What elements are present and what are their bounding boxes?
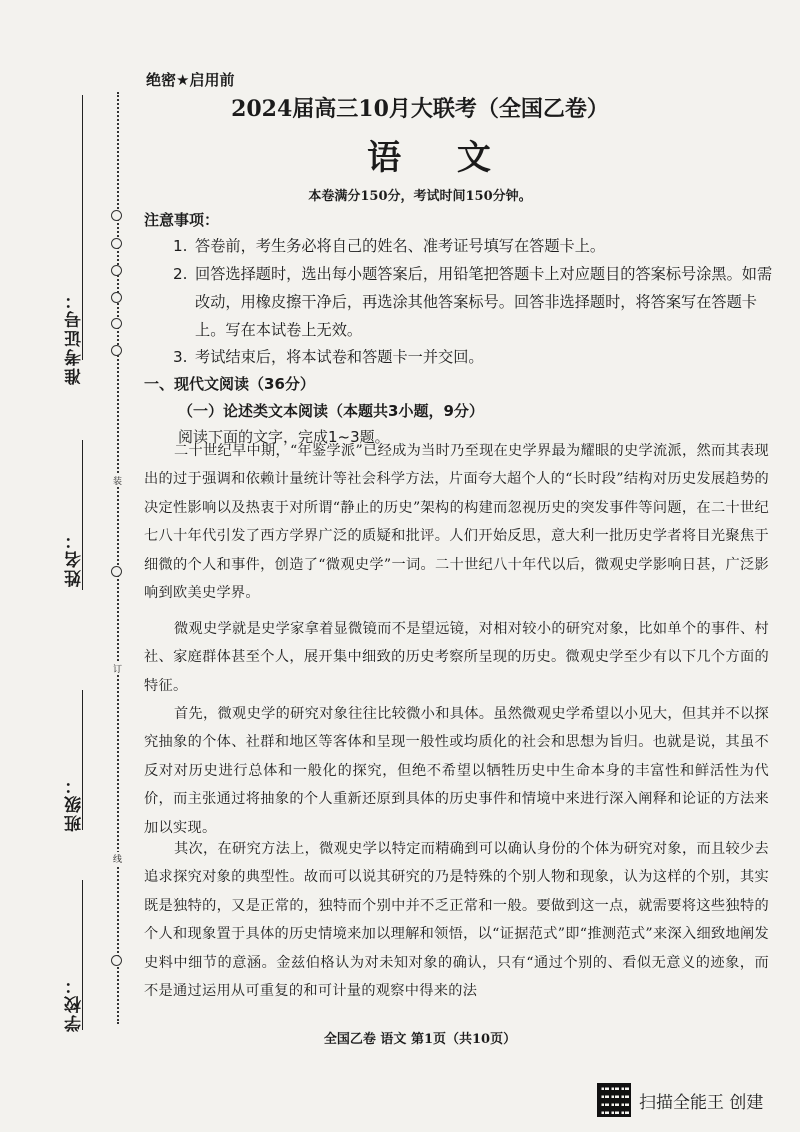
field-class: 班级： [64, 775, 85, 832]
binding-mark-xian: 线 [113, 852, 122, 865]
exam-number-line[interactable] [82, 95, 83, 360]
subject-title: 语 文 [367, 138, 513, 178]
binding-circle [111, 955, 122, 966]
score-info: 本卷满分150分，考试时间150分钟。 [308, 189, 532, 204]
secret-mark: 绝密★启用前 [146, 71, 235, 89]
binding-circle [111, 318, 122, 329]
field-exam-number: 准考证号： [64, 290, 85, 385]
passage-paragraph: 其次，在研究方法上，微观史学以特定而精确到可以确认身份的个体为研究对象，而且较少去追求探究对象的典型性。故而可以说其研究的乃是特殊的个别人物和现象，认为这样的个别，其实既是独特的，又是正常的，独特而个别中并不乏正常和一般。要做到这一点，就需要将这些独特的个人和现象置于具体的历史情境来加以理解和领悟，以“证据范式”即“推测范式”来深入细致地阐发史料中细节的意涵。金兹伯格认为对未知对象的确认，只有“通过个别的、看似无意义的迹象，而不是通过运用从可重复的和可计量的观察中得来的法 [144, 841, 769, 1000]
qr-code-icon [597, 1083, 631, 1117]
school-line[interactable] [82, 880, 83, 1030]
binding-mark-zhuang: 装 [113, 474, 122, 487]
binding-circle [111, 238, 122, 249]
binding-mark-ding: 订 [113, 662, 122, 675]
notes-title: 注意事项： [144, 211, 220, 229]
reading-instruction: 阅读下面的文字，完成1~3题。 [178, 428, 390, 446]
field-name: 姓名： [64, 530, 85, 587]
note-item: 1. 答卷前，考生务必将自己的姓名、准考证号填写在答题卡上。 [173, 237, 606, 255]
subsection-title: （一）论述类文本阅读（本题共3小题，9分） [178, 402, 484, 420]
binding-circle [111, 210, 122, 221]
section-title: 一、现代文阅读（36分） [144, 375, 315, 393]
scanner-watermark [597, 1083, 763, 1117]
exam-title: 2024届高三10月大联考（全国乙卷） [231, 96, 609, 122]
passage-paragraph: 微观史学就是史学家拿着显微镜而不是望远镜，对相对较小的研究对象，比如单个的事件、村社、家庭群体甚至个人，展开集中细致的历史考察所呈现的历史。微观史学至少有以下几个方面的特征。 [144, 621, 769, 694]
binding-circle [111, 265, 122, 276]
class-line[interactable] [82, 690, 83, 830]
passage-paragraph: 二十世纪早中期，“年鉴学派”已经成为当时乃至现在史学界最为耀眼的史学流派，然而其表现出的过于强调和依赖计量统计等社会科学方法，片面夸大超个人的“长时段”结构对历史发展趋势的决定性影响以及热衷于对所谓“静止的历史”架构的构建而忽视历史的突发事件等问题，在二十世纪七八十年代引发了西方学界广泛的质疑和批评。人们开始反思，意大利一批历史学者将目光聚焦于细微的个人和事件，创造了“微观史学”一词。二十世纪八十年代以后，微观史学影响日甚，广泛影响到欧美史学界。 [144, 443, 769, 602]
note-item: 3. 考试结束后，将本试卷和答题卡一并交回。 [173, 348, 484, 366]
binding-circle [111, 566, 122, 577]
passage-paragraph: 首先，微观史学的研究对象往往比较微小和具体。虽然微观史学希望以小见大，但其并不以探究抽象的个体、社群和地区等客体和呈现一般性或均质化的社会和思想为旨归。也就是说，其虽不反对对历史进行总体和一般化的探究，但绝不希望以牺牲历史中生命本身的丰富性和鲜活性为代价，而主张通过将抽象的个人重新还原到具体的历史事件和情境中来进行深入阐释和论证的方法来加以实现。 [144, 706, 769, 836]
binding-circle [111, 292, 122, 303]
field-school: 学校： [64, 975, 85, 1032]
scanner-label: 扫描全能王 创建 [639, 1092, 764, 1113]
binding-dotted-line [117, 92, 119, 1024]
name-line[interactable] [82, 440, 83, 590]
note-item: 2. 回答选择题时，选出每小题答案后，用铅笔把答题卡上对应题目的答案标号涂黑。如需改动，用橡皮擦干净后，再选涂其他答案标号。回答非选择题时，将答案写在答题卡上。写在本试卷上无效。 [173, 265, 773, 339]
page-footer: 全国乙卷 语文 第1页（共10页） [323, 1032, 517, 1047]
binding-circle [111, 345, 122, 356]
